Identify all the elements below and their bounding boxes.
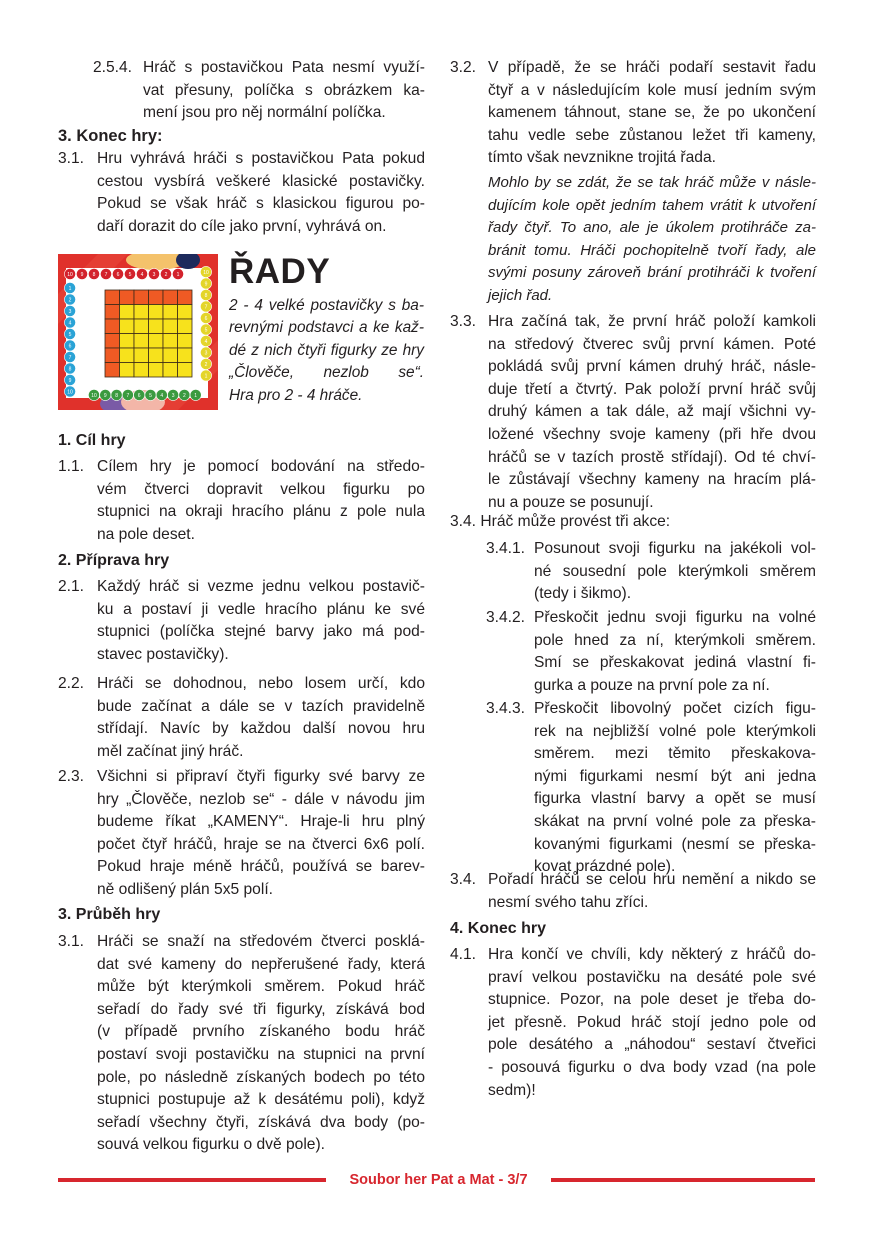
- footer-rule-left: [58, 1178, 326, 1182]
- rule-text: [488, 944, 816, 1102]
- rule-1-1: [58, 456, 425, 546]
- text-line: V případě, že se hráči podaří sestavit řadu: [488, 59, 816, 76]
- svg-text:10: 10: [91, 393, 97, 399]
- section-heading-preparation: 2. Příprava hry: [58, 552, 170, 569]
- rule-text: [534, 538, 816, 606]
- text-line: Hra končí ve chvíli, kdy některý z hráčů do-: [488, 946, 816, 963]
- text-line: stupnici postupuje až k desátému poli), když: [97, 1091, 425, 1109]
- rule-text: [534, 698, 816, 879]
- svg-text:9: 9: [204, 281, 208, 288]
- text-line: souvá velkou figurku o dvě pole).: [97, 1136, 325, 1154]
- rule-number: 1.1.: [58, 458, 85, 475]
- text-line: Posunout svoji figurku na jakékoli vol-: [534, 540, 816, 557]
- text-line: hry „Člověče, nezlob se“ - dále v návodu jim: [97, 790, 425, 808]
- svg-text:1: 1: [176, 272, 180, 278]
- svg-text:2: 2: [204, 362, 208, 368]
- text-line: budeme říkat „KAMENY“. Hraje-li hru plný: [97, 813, 425, 831]
- text-line: pole desátého a „náhodou“ sestaví čtveřici: [488, 1036, 816, 1054]
- svg-text:7: 7: [68, 355, 72, 361]
- rule-2-2: [58, 673, 425, 763]
- text-line: dé z nich čtyři figurky ze hry: [229, 341, 424, 359]
- rule-text: [97, 766, 425, 902]
- text-line: hráčů se v tazích prostě střídají). Od té chví-: [488, 448, 816, 466]
- rule-text: [97, 931, 425, 1157]
- text-line: Pořadí hráčů se celou hru nemění a nikdo se: [488, 871, 816, 888]
- rule-3-3: [450, 311, 816, 514]
- rule-text: [534, 607, 816, 697]
- rule-text: [488, 869, 816, 914]
- rule-3-4-intro: [450, 511, 816, 534]
- text-line: nými figurkami nesmí být ani jedna: [534, 767, 816, 785]
- rule-number: 3.1.: [58, 150, 85, 167]
- text-line: na středový čtverec svůj první kámen. Poté: [488, 335, 816, 353]
- rule-3-4-3: [486, 698, 816, 879]
- svg-text:8: 8: [115, 393, 118, 399]
- text-line: gurka a pouze na první pole za ní.: [534, 676, 770, 694]
- text-line: kovat prázdné pole).: [534, 858, 676, 876]
- text-line: čtyř a v následujícím kole musí jedním svým: [488, 81, 816, 99]
- text-line: „Člověče, nezlob se“.: [229, 364, 424, 382]
- svg-text:1: 1: [204, 373, 208, 380]
- svg-text:3: 3: [204, 350, 208, 357]
- svg-text:10: 10: [67, 272, 73, 278]
- svg-text:4: 4: [68, 320, 72, 327]
- rule-3-1-end: [58, 148, 425, 238]
- text-line: seřadí do řady své tři figurky, získává bod: [97, 1000, 425, 1018]
- text-line: počet čtyř hráčů, hraje se na čtverci 6x6 polí.: [97, 835, 425, 853]
- text-line: může být kterýmkoli směrem. Pokud hráč: [97, 978, 425, 996]
- svg-text:6: 6: [68, 343, 72, 350]
- text-line: - posouvá figurku o dva body vzad (na pole: [488, 1058, 816, 1076]
- svg-text:2: 2: [183, 393, 186, 399]
- text-line: seřadí všechny čtyři, získává dva body (po-: [97, 1113, 425, 1131]
- note-text: [488, 172, 816, 308]
- text-line: Všichni si připraví čtyři figurky své barvy ze: [97, 768, 425, 785]
- text-line: řady čtyř. To ano, ale je úkolem protihráče za-: [488, 219, 816, 237]
- section-heading-end-pata: 3. Konec hry:: [58, 127, 163, 145]
- text-line: Pokud se však hráč s klasickou figurou po-: [97, 195, 425, 213]
- text-line: ně odlišený plán 5x5 polí.: [97, 880, 273, 898]
- svg-text:10: 10: [203, 270, 209, 276]
- rule-3-4-2: [486, 607, 816, 697]
- text-line: Hráči se snaží na středovém čtverci posklá-: [97, 933, 425, 950]
- text-line: druhý kámen a tak dále, až mají všichni vy-: [488, 403, 816, 421]
- rule-4-1: [450, 944, 816, 1102]
- text-line: Smí se přeskakovat jediná vlastní fi-: [534, 654, 816, 672]
- text-line: daří dorazit do cíle jako první, vyhrává on.: [97, 217, 387, 235]
- rule-3-2-note: [488, 172, 816, 308]
- text-line: duje třetí a čtvrtý. Pak položí první hráč svůj: [488, 380, 816, 398]
- rule-3-2: [450, 57, 816, 170]
- section-heading-goal: 1. Cíl hry: [58, 432, 126, 449]
- text-line: vém čtverci dopravit velkou figurku po: [97, 480, 425, 498]
- text-line: pokládá svůj první kámen druhý hráč, násle-: [488, 358, 816, 376]
- rule-2-3: [58, 766, 425, 902]
- text-line: ku a postaví ji vedle hracího plánu ke své: [97, 600, 425, 618]
- rule-number: 3.3.: [450, 313, 477, 330]
- svg-text:5: 5: [149, 393, 152, 399]
- text-line: sedm)!: [488, 1081, 536, 1099]
- rule-number: 2.3.: [58, 768, 85, 785]
- text-line: Přeskočit libovolný počet cizích figu-: [534, 700, 816, 717]
- text-line: Hra začíná tak, že první hráč položí kamkoli: [488, 313, 816, 330]
- text-line: pole hned za ní, kterýmkoli směrem.: [534, 631, 816, 649]
- text-line: střídají. Navíc by každou další novou hru: [97, 720, 425, 738]
- text-line: stupnici (políčka stejné barvy jako má pod-: [97, 623, 425, 641]
- svg-text:3: 3: [152, 272, 156, 278]
- text-line: směrem. mezi těmito přeskakova-: [534, 745, 816, 763]
- rule-3-1: [58, 931, 425, 1157]
- text-line: nu a pouze se posunují.: [488, 493, 654, 511]
- rule-text: [488, 311, 816, 514]
- rule-number: 3.1.: [58, 933, 85, 950]
- footer-page-label: Soubor her Pat a Mat - 3/7: [349, 1172, 528, 1188]
- text-line: le zůstávají všechny kameny na hracím plá-: [488, 471, 816, 489]
- text-line: Hráč s postavičkou Pata nesmí využí-: [143, 59, 425, 76]
- rule-text: [488, 57, 816, 170]
- text-line: jet přesně. Pokud hráč stojí jedno pole od: [488, 1013, 816, 1031]
- svg-text:1: 1: [194, 393, 198, 399]
- text-line: figurka vlastní barvy a opět se musí: [534, 790, 816, 808]
- rule-text: Hráč může provést tři akce:: [480, 513, 671, 530]
- game-subtitle: [229, 295, 424, 407]
- svg-text:4: 4: [140, 272, 144, 278]
- rule-number: 3.4.: [450, 513, 477, 530]
- svg-text:1: 1: [68, 286, 72, 292]
- svg-text:2: 2: [68, 297, 72, 304]
- text-line: měl začínat jiný hráč.: [97, 742, 244, 760]
- svg-text:7: 7: [126, 393, 130, 399]
- rule-number: 3.4.2.: [486, 609, 526, 626]
- svg-text:7: 7: [204, 304, 208, 311]
- svg-text:6: 6: [116, 272, 120, 278]
- text-line: stupnice. Pozor, na pole deset je třeba do-: [488, 991, 816, 1009]
- text-line: Pokud hraje méně hráčů, používá se barev-: [97, 858, 425, 876]
- text-line: né sousední pole kterýmkoli směrem: [534, 562, 816, 580]
- text-line: praví velkou postavičku na desáté pole své: [488, 968, 816, 986]
- svg-text:8: 8: [92, 272, 96, 278]
- svg-text:6: 6: [204, 316, 208, 322]
- text-line: na pole deset.: [97, 525, 195, 543]
- rule-text: [143, 57, 425, 125]
- game-title: ŘADY: [229, 252, 331, 291]
- svg-text:7: 7: [104, 272, 108, 278]
- text-line: kovanými figurkami (nesmí se přeska-: [534, 835, 816, 853]
- svg-text:2: 2: [164, 272, 168, 278]
- section-heading-gameplay: 3. Průběh hry: [58, 906, 161, 923]
- rule-number: 3.2.: [450, 59, 477, 76]
- rule-text: [97, 148, 425, 238]
- section-heading-game-end: 4. Konec hry: [450, 920, 547, 937]
- rule-number: 2.2.: [58, 675, 85, 692]
- text-line: vat přesuny, políčka s obrázkem ka-: [143, 81, 425, 99]
- text-line: stupnici na okraji hracího plánu z pole nula: [97, 503, 425, 521]
- svg-text:3: 3: [171, 393, 175, 399]
- rule-text: [97, 576, 425, 666]
- text-line: jejich řad.: [488, 286, 553, 304]
- text-line: Mohlo by se zdát, že se tak hráč může v násle-: [488, 174, 816, 191]
- rule-2-1: [58, 576, 425, 666]
- text-line: Cílem hry je pomocí bodování na středo-: [97, 458, 425, 475]
- text-line: stavec postavičky).: [97, 645, 229, 663]
- text-line: pole, po následně získaných bodech po této: [97, 1068, 425, 1086]
- text-line: ložené všechny svoje kameny (při hře dvou: [488, 425, 816, 443]
- text-line: bránit tomu. Hráči pochopitelně tvoří řady, ale: [488, 241, 816, 259]
- text-line: (tedy i šikmo).: [534, 585, 632, 603]
- text-line: nesmí svého tahu zříci.: [488, 893, 649, 911]
- svg-text:10: 10: [67, 389, 73, 396]
- text-line: postaví svoji postavičku na stupnici na první: [97, 1045, 425, 1063]
- svg-text:5: 5: [128, 272, 132, 278]
- text-line: bude začínat a dále se v tazích pravidelně: [97, 697, 425, 715]
- svg-text:9: 9: [80, 272, 84, 278]
- svg-text:8: 8: [204, 293, 208, 299]
- rule-3-4-1: [486, 538, 816, 606]
- svg-text:6: 6: [137, 393, 141, 399]
- text-line: (v případě prvního získaného bodu hráč: [97, 1023, 425, 1041]
- svg-text:5: 5: [68, 332, 72, 338]
- rule-2-5-4: [93, 57, 425, 125]
- rule-number: 2.1.: [58, 578, 85, 595]
- text-line: mení jsou pro něj normální políčka.: [143, 104, 386, 122]
- text-line: tímto však nevznikne trojitá řada.: [488, 149, 716, 167]
- rule-number: 2.5.4.: [93, 59, 133, 76]
- text-line: Hra pro 2 - 4 hráče.: [229, 386, 363, 404]
- text-line: cestou vysbírá veškeré klasické postavičky.: [97, 172, 425, 190]
- rule-number: 3.4.: [450, 871, 477, 888]
- svg-text:9: 9: [68, 378, 72, 384]
- game-board-image: [58, 254, 218, 410]
- text-line: svými posuny zároveň brání protihráči k tvoření: [488, 264, 816, 282]
- svg-text:8: 8: [68, 366, 72, 373]
- text-line: Přeskočit jednu svoji figurku na volné: [534, 609, 816, 626]
- text-line: Hráči se dohodnou, nebo losem určí, kdo: [97, 675, 425, 692]
- rule-number: 3.4.1.: [486, 540, 526, 557]
- rule-3-4-order: [450, 869, 816, 914]
- text-line: revnými podstavci a ke kaž-: [229, 319, 424, 337]
- rule-number: 4.1.: [450, 946, 477, 963]
- text-line: tahu vedle sebe zůstanou ležet tři kameny,: [488, 126, 816, 144]
- text-line: Každý hráč si vezme jednu velkou postavič-: [97, 578, 425, 595]
- text-line: dat své kameny do nepřerušené řady, která: [97, 955, 425, 973]
- text-line: kamenem táhnout, stane se, že po ukončení: [488, 104, 816, 122]
- svg-text:4: 4: [160, 393, 164, 399]
- svg-text:5: 5: [204, 327, 208, 334]
- text-line: dujícím kole opět jedním tahem vrátit k utvoření: [488, 196, 816, 214]
- text-line: 2 - 4 velké postavičky s ba-: [229, 297, 424, 314]
- footer-rule-right: [551, 1178, 815, 1182]
- rule-text: [97, 673, 425, 763]
- text-line: rek na nejbližší volné pole kterýmkoli: [534, 722, 816, 740]
- svg-text:4: 4: [204, 339, 208, 345]
- text-line: Hru vyhrává hráči s postavičkou Pata pokud: [97, 150, 425, 167]
- rule-text: [97, 456, 425, 546]
- svg-text:3: 3: [68, 309, 72, 315]
- svg-text:9: 9: [103, 393, 107, 399]
- rule-number: 3.4.3.: [486, 700, 526, 717]
- text-line: skákat na první volné pole za přeska-: [534, 812, 816, 830]
